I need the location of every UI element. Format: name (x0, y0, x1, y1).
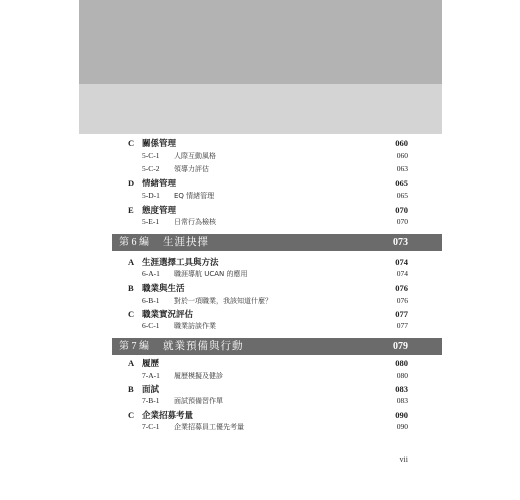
item-code: 6-A-1 (142, 269, 160, 278)
section-letter: D (128, 178, 135, 188)
page-number: 060 (396, 151, 408, 160)
chapter-heading[interactable] (112, 234, 442, 251)
page-number: 077 (395, 309, 408, 319)
page-number: 083 (395, 384, 408, 394)
toc-section[interactable] (79, 356, 442, 370)
item-title: 面試預備習作單 (174, 397, 223, 405)
toc-item[interactable] (79, 294, 442, 308)
page-number: 060 (395, 138, 408, 148)
toc-item[interactable] (79, 215, 442, 229)
section-title: 面試 (142, 384, 160, 394)
item-code: 6-C-1 (142, 321, 160, 330)
page-number: 063 (396, 164, 408, 173)
chapter-heading[interactable] (112, 338, 442, 355)
section-title: 情緒管理 (142, 178, 177, 188)
section-letter: E (128, 205, 134, 215)
page-number: 065 (396, 191, 408, 200)
toc-item[interactable] (79, 420, 442, 434)
header-band-light (79, 84, 442, 134)
item-code: 5-C-2 (142, 164, 160, 173)
item-title: EQ 情緒管理 (174, 192, 215, 200)
page-number: 090 (395, 410, 408, 420)
item-title: 履歷模擬及健診 (174, 372, 223, 380)
page-number: 077 (396, 321, 408, 330)
page-folio: vii (399, 455, 408, 464)
section-title: 關係管理 (142, 138, 177, 148)
chapter-title: 生涯抉擇 (163, 237, 209, 248)
toc-item[interactable] (79, 394, 442, 408)
section-title: 職業實況評估 (142, 309, 194, 319)
toc-item[interactable] (79, 267, 442, 281)
section-letter: C (128, 309, 135, 319)
section-letter: A (128, 358, 135, 368)
page-number: 074 (396, 269, 408, 278)
section-letter: C (128, 410, 135, 420)
page-number: 074 (395, 257, 408, 267)
item-code: 5-E-1 (142, 217, 160, 226)
item-title: 領導力評估 (174, 165, 209, 173)
toc-item[interactable] (79, 319, 442, 333)
page-number: 080 (396, 371, 408, 380)
section-title: 職業與生活 (142, 283, 185, 293)
item-title: 職業訪談作業 (174, 322, 216, 330)
chapter-title: 就業預備與行動 (163, 341, 244, 352)
page-number: 073 (393, 237, 408, 248)
page-number: 076 (395, 283, 408, 293)
item-title: 對於一項職業，我該知道什麼？ (174, 297, 272, 305)
page-number: 065 (395, 178, 408, 188)
page-number: 090 (396, 422, 408, 431)
toc-item[interactable] (79, 149, 442, 163)
toc-section[interactable] (79, 136, 442, 150)
chapter-label: 第 6 編 (119, 237, 149, 248)
section-title: 態度管理 (142, 205, 177, 215)
toc-item[interactable] (79, 162, 442, 176)
section-title: 企業招募考量 (142, 410, 194, 420)
item-code: 5-C-1 (142, 151, 160, 160)
section-letter: C (128, 138, 135, 148)
section-letter: B (128, 283, 134, 293)
page-number: 080 (395, 358, 408, 368)
item-title: 職涯導航 UCAN 的應用 (174, 270, 248, 278)
item-code: 5-D-1 (142, 191, 160, 200)
page-number: 079 (393, 341, 408, 352)
header-band-dark (79, 0, 442, 84)
toc-page (79, 0, 442, 500)
page-number: 070 (395, 205, 408, 215)
page-number: 083 (396, 396, 408, 405)
page-number: 076 (396, 296, 408, 305)
toc-section[interactable] (79, 281, 442, 295)
section-title: 生涯選擇工具與方法 (142, 257, 219, 267)
item-code: 7-A-1 (142, 371, 160, 380)
section-letter: A (128, 257, 135, 267)
item-code: 7-B-1 (142, 396, 160, 405)
page-number: 070 (396, 217, 408, 226)
item-title: 人際互動風格 (174, 152, 216, 160)
item-title: 日常行為檢核 (174, 218, 216, 226)
chapter-label: 第 7 編 (119, 341, 149, 352)
toc-item[interactable] (79, 369, 442, 383)
section-title: 履歷 (142, 358, 160, 368)
item-title: 企業招募員工優先考量 (174, 423, 244, 431)
toc-section[interactable] (79, 176, 442, 190)
toc-item[interactable] (79, 189, 442, 203)
section-letter: B (128, 384, 134, 394)
item-code: 6-B-1 (142, 296, 160, 305)
item-code: 7-C-1 (142, 422, 160, 431)
